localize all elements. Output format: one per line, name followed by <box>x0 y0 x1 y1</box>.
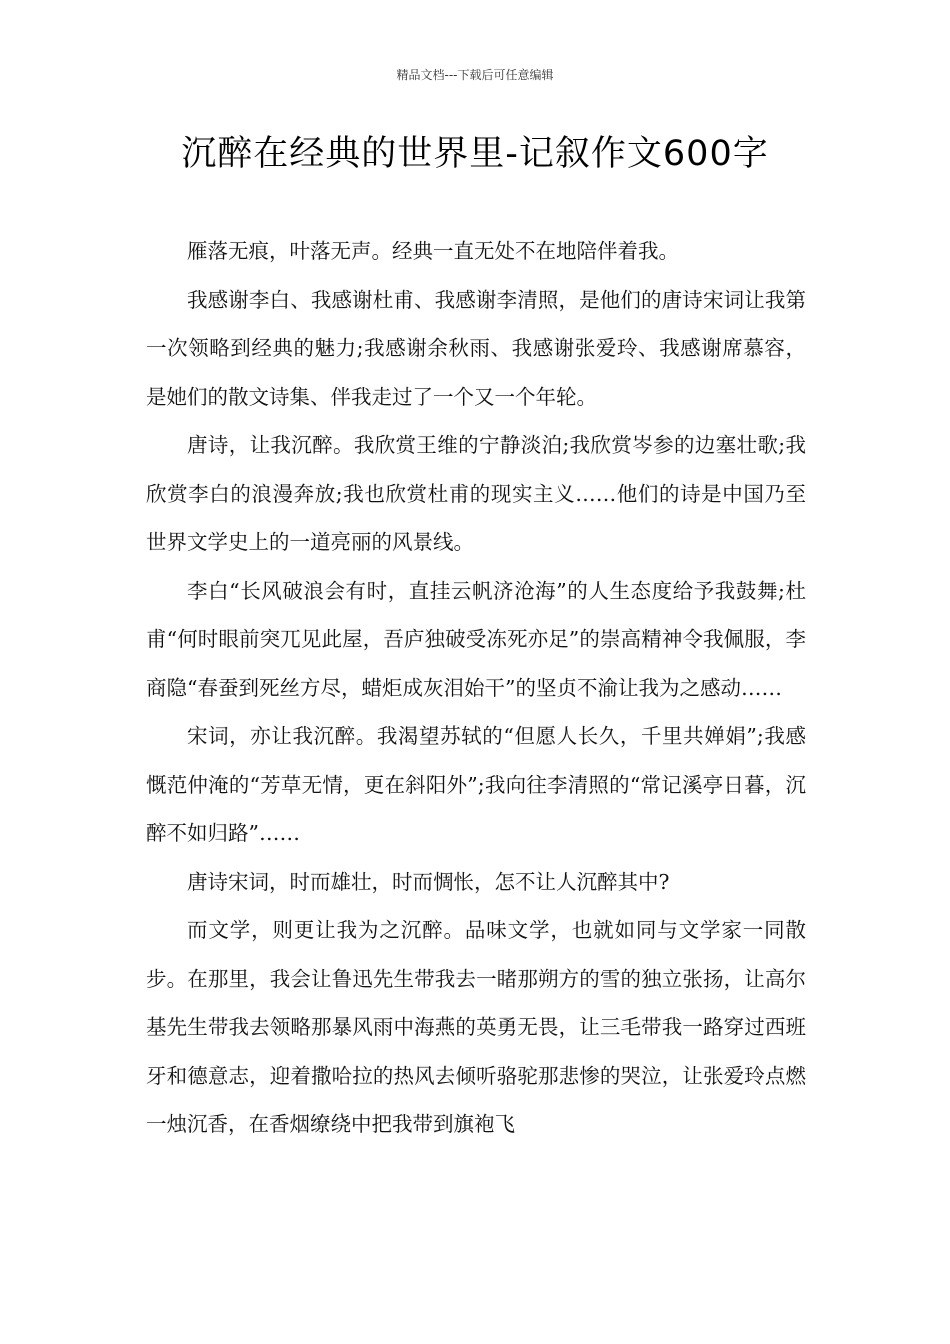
paragraph: 唐诗，让我沉醉。我欣赏王维的宁静淡泊;我欣赏岑参的边塞壮歌;我欣赏李白的浪漫奔放;我也欣赏杜甫的现实主义……他们的诗是中国乃至世界文学史上的一道亮丽的风景线。 <box>146 433 806 554</box>
page-header: 精品文档---下载后可任意编辑 <box>396 68 554 82</box>
paragraph: 宋词，亦让我沉醉。我渴望苏轼的“但愿人长久，千里共婵娟”;我感慨范仲淹的“芳草无情，更在斜阳外”;我向往李清照的“常记溪亭日暮，沉醉不如归路”…… <box>146 724 806 845</box>
paragraph: 唐诗宋词，时而雄壮，时而惆怅，怎不让人沉醉其中? <box>187 869 670 894</box>
paragraph: 而文学，则更让我为之沉醉。品味文学，也就如同与文学家一同散步。在那里，我会让鲁迅先生带我去一睹那朔方的雪的独立张扬，让高尔基先生带我去领略那暴风雨中海燕的英勇无畏，让三毛带我一路穿过西班牙和德意志，迎着撒哈拉的热风去倾听骆驼那悲惨的哭泣，让张爱玲点燃一烛沉香，在香烟缭绕中把我带到旗袍飞 <box>146 918 806 1136</box>
document-title: 沉醉在经典的世界里-记叙作文600字 <box>181 134 769 174</box>
document-body <box>146 227 806 1149</box>
paragraph: 我感谢李白、我感谢杜甫、我感谢李清照，是他们的唐诗宋词让我第一次领略到经典的魅力;我感谢余秋雨、我感谢张爱玲、我感谢席慕容，是她们的散文诗集、伴我走过了一个又一个年轮。 <box>146 287 806 409</box>
paragraph: 李白“长风破浪会有时，直挂云帆济沧海”的人生态度给予我鼓舞;杜甫“何时眼前突兀见此屋，吾庐独破受冻死亦足”的崇高精神令我佩服，李商隐“春蚕到死丝方尽，蜡炬成灰泪始干”的坚贞不渝让我为之感动…… <box>146 578 806 700</box>
paragraph: 雁落无痕，叶落无声。经典一直无处不在地陪伴着我。 <box>187 239 679 263</box>
